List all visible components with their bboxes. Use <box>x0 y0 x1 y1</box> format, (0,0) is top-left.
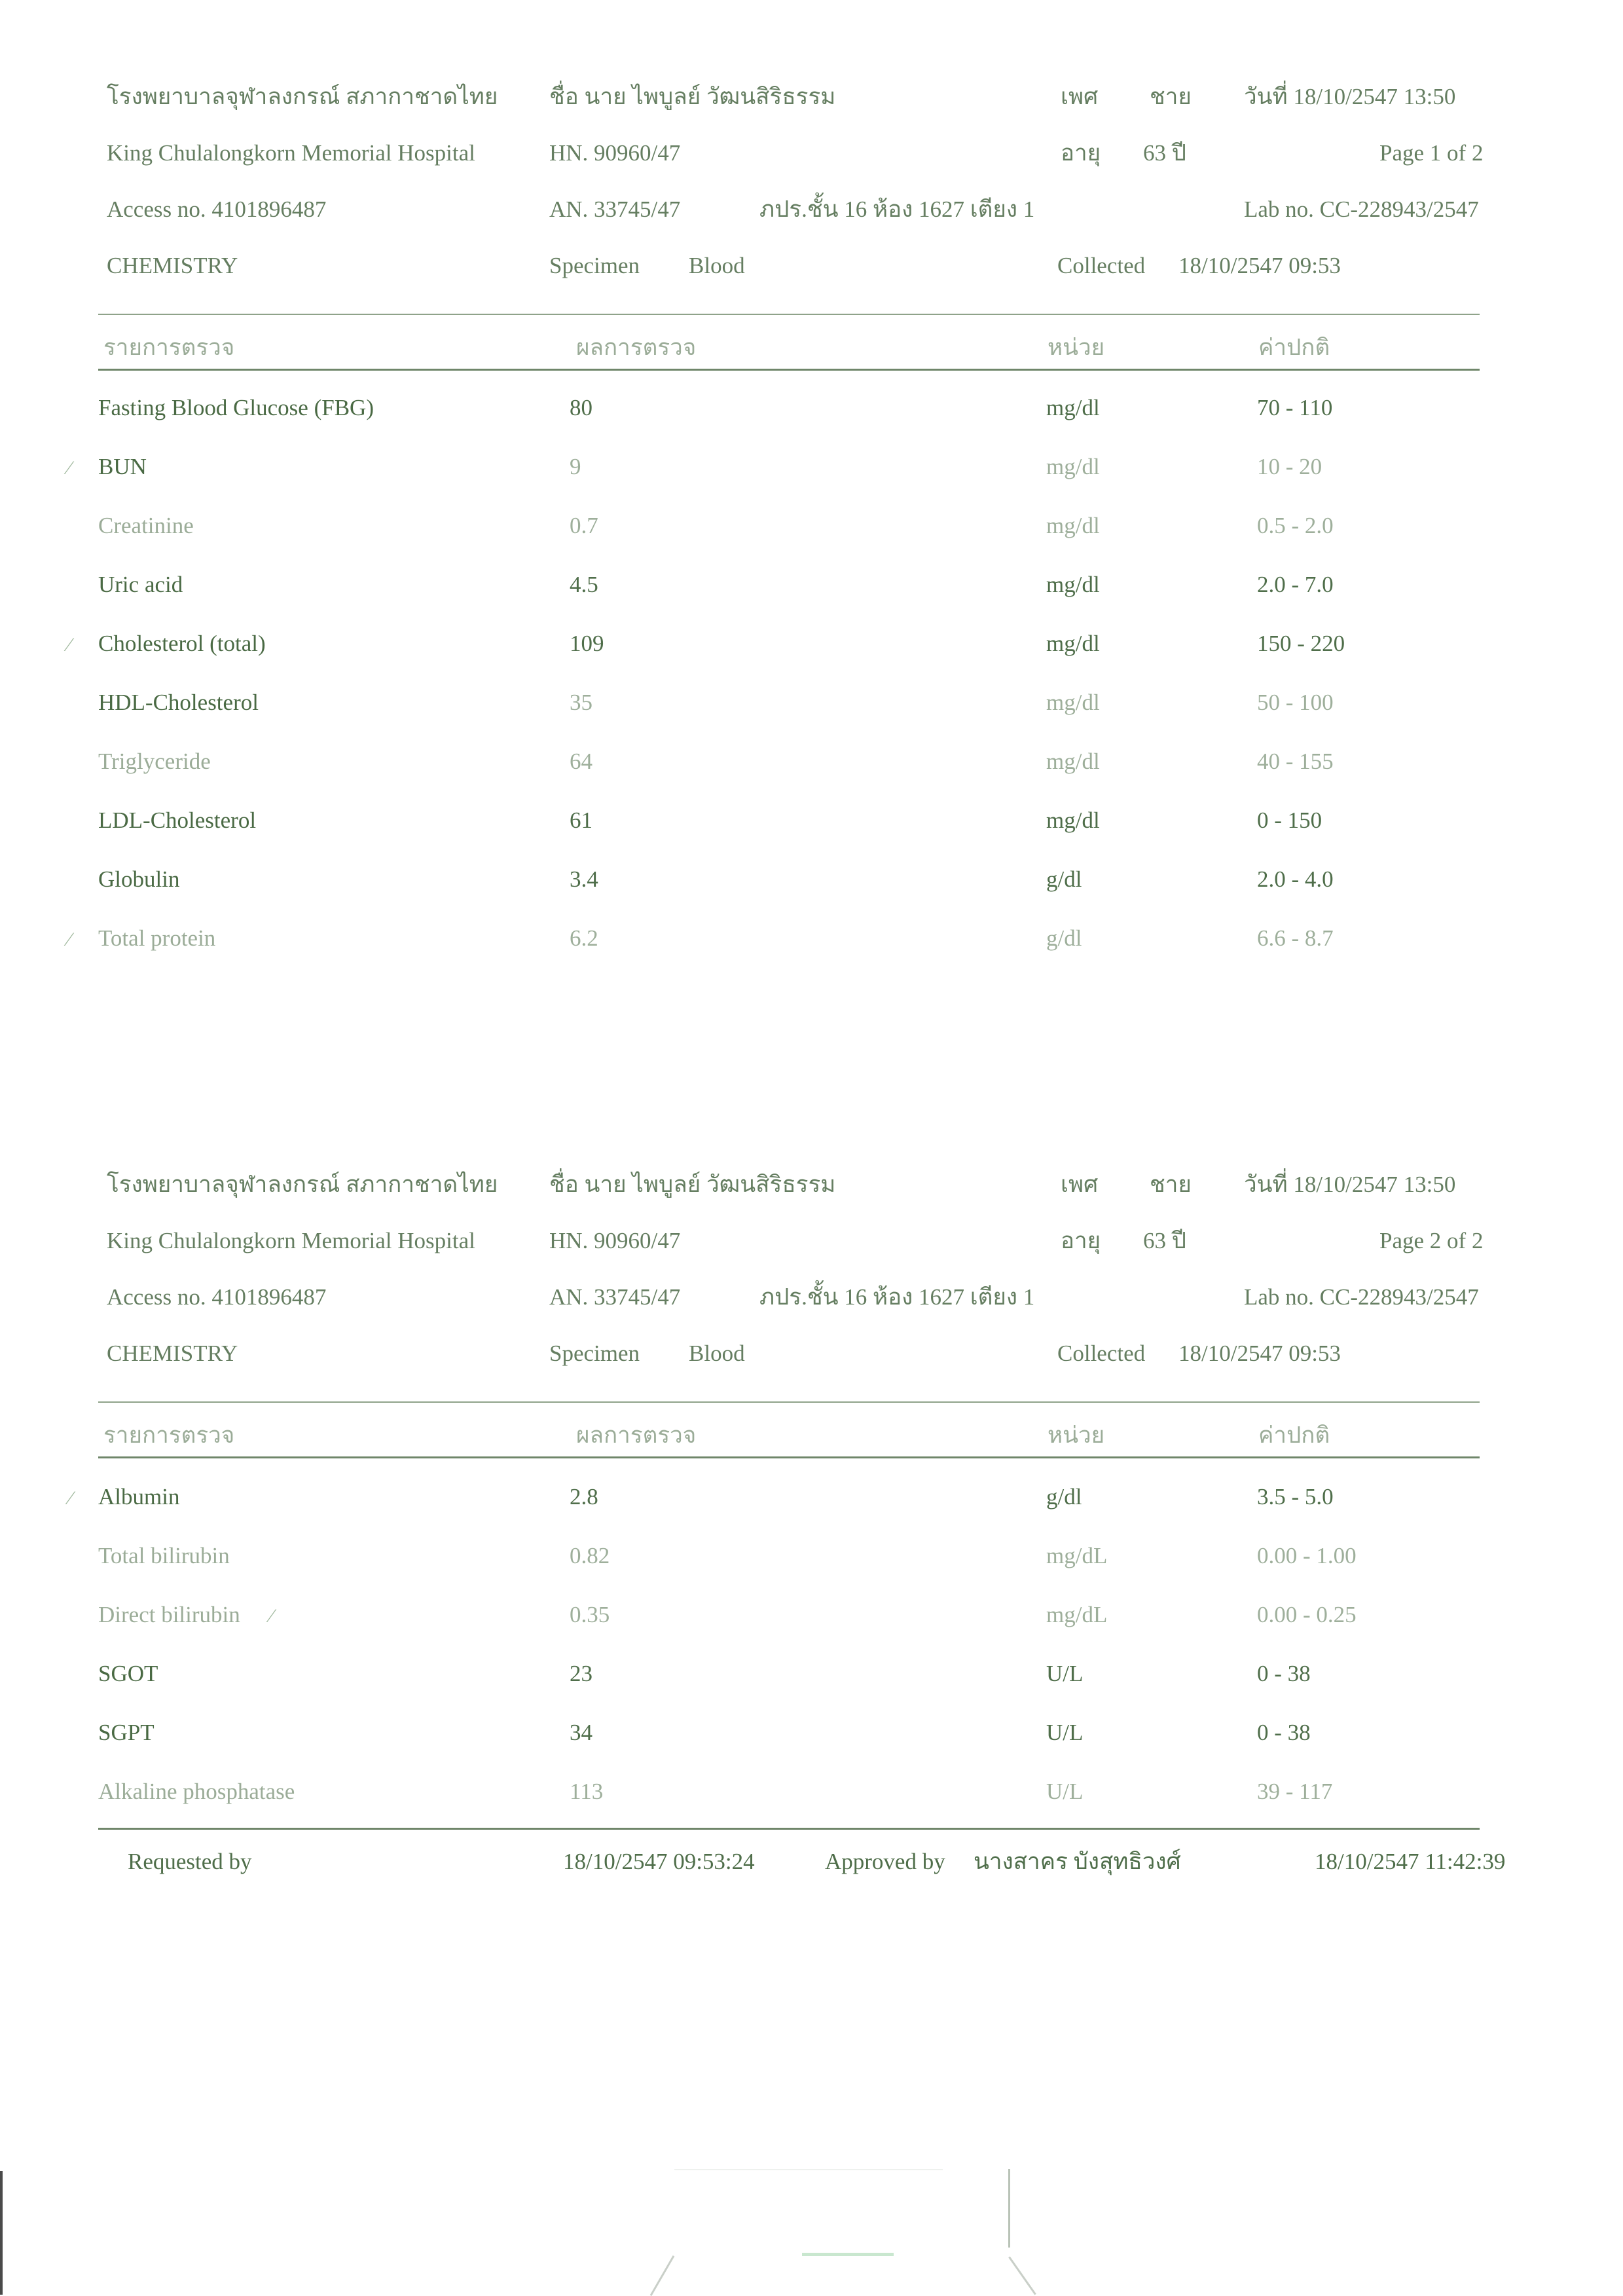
test-unit: g/dl <box>1046 866 1082 892</box>
test-range: 6.6 - 8.7 <box>1257 925 1334 951</box>
test-name: BUN <box>98 454 147 479</box>
test-result: 0.35 <box>570 1602 610 1627</box>
report-date: วันที่ 18/10/2547 13:50 <box>1244 1172 1456 1197</box>
ward-location: ภปร.ชั้น 16 ห้อง 1627 เตียง 1 <box>759 196 1035 222</box>
test-unit: U/L <box>1046 1779 1084 1804</box>
test-name: SGPT <box>98 1720 155 1745</box>
page-number: Page 2 of 2 <box>1379 1228 1484 1253</box>
an-number: AN. 33745/47 <box>549 196 681 222</box>
test-name: HDL-Cholesterol <box>98 690 259 715</box>
test-result: 61 <box>570 807 593 833</box>
an-number: AN. 33745/47 <box>549 1284 681 1310</box>
sex-value: ชาย <box>1150 84 1192 109</box>
test-range: 0 - 150 <box>1257 807 1322 833</box>
test-range: 10 - 20 <box>1257 454 1322 479</box>
approved-datetime: 18/10/2547 11:42:39 <box>1315 1849 1506 1874</box>
test-range: 0.00 - 1.00 <box>1257 1543 1357 1568</box>
column-header-result: ผลการตรวจ <box>576 1422 697 1448</box>
test-range: 40 - 155 <box>1257 749 1334 774</box>
column-header-test: รายการตรวจ <box>103 335 235 360</box>
test-unit: g/dl <box>1046 1484 1082 1509</box>
test-name: LDL-Cholesterol <box>98 807 257 833</box>
test-name: Alkaline phosphatase <box>98 1779 295 1804</box>
test-unit: mg/dl <box>1046 454 1100 479</box>
approved-by-label: Approved by <box>825 1849 945 1874</box>
hospital-name-english: King Chulalongkorn Memorial Hospital <box>107 1228 475 1253</box>
test-result: 64 <box>570 749 593 774</box>
test-unit: g/dl <box>1046 925 1082 951</box>
scan-artifact <box>802 2253 894 2256</box>
department: CHEMISTRY <box>107 1341 238 1366</box>
approver-name: นางสาคร บังสุทธิวงศ์ <box>974 1849 1181 1874</box>
test-name: Creatinine <box>98 513 194 538</box>
test-unit: mg/dl <box>1046 690 1100 715</box>
test-result: 80 <box>570 395 593 420</box>
divider <box>98 1401 1480 1403</box>
test-range: 50 - 100 <box>1257 690 1334 715</box>
test-result: 23 <box>570 1661 593 1686</box>
test-name: Uric acid <box>98 572 183 597</box>
test-name: Direct bilirubin <box>98 1602 240 1627</box>
test-result: 9 <box>570 454 581 479</box>
hospital-name-thai: โรงพยาบาลจุฬาลงกรณ์ สภากาชาดไทย <box>107 1172 498 1197</box>
check-mark-icon: ⁄ <box>67 929 71 950</box>
requested-datetime: 18/10/2547 09:53:24 <box>563 1849 755 1874</box>
test-unit: mg/dL <box>1046 1602 1108 1627</box>
scan-artifact <box>1008 2256 1036 2295</box>
test-range: 39 - 117 <box>1257 1779 1333 1804</box>
test-name: Fasting Blood Glucose (FBG) <box>98 395 374 420</box>
collected-value: 18/10/2547 09:53 <box>1178 253 1341 278</box>
scan-artifact <box>650 2255 675 2296</box>
test-result: 4.5 <box>570 572 598 597</box>
test-range: 3.5 - 5.0 <box>1257 1484 1334 1509</box>
lab-number: Lab no. CC-228943/2547 <box>1244 196 1479 222</box>
lab-number: Lab no. CC-228943/2547 <box>1244 1284 1479 1310</box>
test-range: 0 - 38 <box>1257 1661 1311 1686</box>
ward-location: ภปร.ชั้น 16 ห้อง 1627 เตียง 1 <box>759 1284 1035 1310</box>
collected-value: 18/10/2547 09:53 <box>1178 1341 1341 1366</box>
sex-label: เพศ <box>1061 84 1099 109</box>
specimen-value: Blood <box>689 253 745 278</box>
test-unit: U/L <box>1046 1720 1084 1745</box>
divider <box>98 1456 1480 1458</box>
column-header-range: ค่าปกติ <box>1258 1422 1330 1448</box>
hn-number: HN. 90960/47 <box>549 140 681 166</box>
test-result: 0.7 <box>570 513 598 538</box>
test-unit: mg/dL <box>1046 1543 1108 1568</box>
test-name: Total protein <box>98 925 216 951</box>
test-name: Triglyceride <box>98 749 211 774</box>
column-header-test: รายการตรวจ <box>103 1422 235 1448</box>
column-header-unit: หน่วย <box>1048 1422 1105 1448</box>
test-result: 113 <box>570 1779 604 1804</box>
specimen-label: Specimen <box>549 1341 640 1366</box>
sex-label: เพศ <box>1061 1172 1099 1197</box>
scan-artifact <box>674 2169 943 2170</box>
divider <box>98 369 1480 371</box>
report-date: วันที่ 18/10/2547 13:50 <box>1244 84 1456 109</box>
test-name: SGOT <box>98 1661 158 1686</box>
test-range: 0.5 - 2.0 <box>1257 513 1334 538</box>
requested-by-label: Requested by <box>128 1849 252 1874</box>
test-range: 2.0 - 4.0 <box>1257 866 1334 892</box>
specimen-label: Specimen <box>549 253 640 278</box>
hn-number: HN. 90960/47 <box>549 1228 681 1253</box>
test-name: Albumin <box>98 1484 180 1509</box>
test-range: 2.0 - 7.0 <box>1257 572 1334 597</box>
sex-value: ชาย <box>1150 1172 1192 1197</box>
hospital-name-english: King Chulalongkorn Memorial Hospital <box>107 140 475 166</box>
collected-label: Collected <box>1057 1341 1146 1366</box>
age-label: อายุ <box>1061 1228 1101 1253</box>
test-name: Total bilirubin <box>98 1543 230 1568</box>
test-result: 2.8 <box>570 1484 598 1509</box>
age-value: 63 ปี <box>1143 1228 1186 1253</box>
test-name: Globulin <box>98 866 180 892</box>
test-unit: mg/dl <box>1046 513 1100 538</box>
test-range: 70 - 110 <box>1257 395 1333 420</box>
test-result: 0.82 <box>570 1543 610 1568</box>
patient-name: ชื่อ นาย ไพบูลย์ วัฒนสิริธรรม <box>549 1172 836 1197</box>
test-unit: mg/dl <box>1046 749 1100 774</box>
scan-artifact <box>1008 2169 1010 2248</box>
test-unit: mg/dl <box>1046 631 1100 656</box>
page-number: Page 1 of 2 <box>1379 140 1484 166</box>
check-mark-icon: ⁄ <box>67 457 71 479</box>
check-mark-icon: ⁄ <box>67 634 71 656</box>
test-result: 6.2 <box>570 925 598 951</box>
test-range: 0.00 - 0.25 <box>1257 1602 1357 1627</box>
test-unit: mg/dl <box>1046 807 1100 833</box>
test-name: Cholesterol (total) <box>98 631 266 656</box>
test-unit: mg/dl <box>1046 572 1100 597</box>
column-header-range: ค่าปกติ <box>1258 335 1330 360</box>
check-mark-icon: ⁄ <box>270 1605 274 1627</box>
divider <box>98 314 1480 315</box>
collected-label: Collected <box>1057 253 1146 278</box>
test-unit: mg/dl <box>1046 395 1100 420</box>
test-result: 109 <box>570 631 604 656</box>
test-range: 0 - 38 <box>1257 1720 1311 1745</box>
test-result: 34 <box>570 1720 593 1745</box>
divider <box>98 1828 1480 1830</box>
age-label: อายุ <box>1061 140 1101 166</box>
test-result: 35 <box>570 690 593 715</box>
department: CHEMISTRY <box>107 253 238 278</box>
specimen-value: Blood <box>689 1341 745 1366</box>
access-number: Access no. 4101896487 <box>107 1284 327 1310</box>
patient-name: ชื่อ นาย ไพบูลย์ วัฒนสิริธรรม <box>549 84 836 109</box>
age-value: 63 ปี <box>1143 140 1186 166</box>
scan-artifact <box>0 2171 3 2295</box>
test-range: 150 - 220 <box>1257 631 1345 656</box>
column-header-result: ผลการตรวจ <box>576 335 697 360</box>
test-result: 3.4 <box>570 866 598 892</box>
check-mark-icon: ⁄ <box>69 1487 73 1509</box>
hospital-name-thai: โรงพยาบาลจุฬาลงกรณ์ สภากาชาดไทย <box>107 84 498 109</box>
test-unit: U/L <box>1046 1661 1084 1686</box>
column-header-unit: หน่วย <box>1048 335 1105 360</box>
access-number: Access no. 4101896487 <box>107 196 327 222</box>
